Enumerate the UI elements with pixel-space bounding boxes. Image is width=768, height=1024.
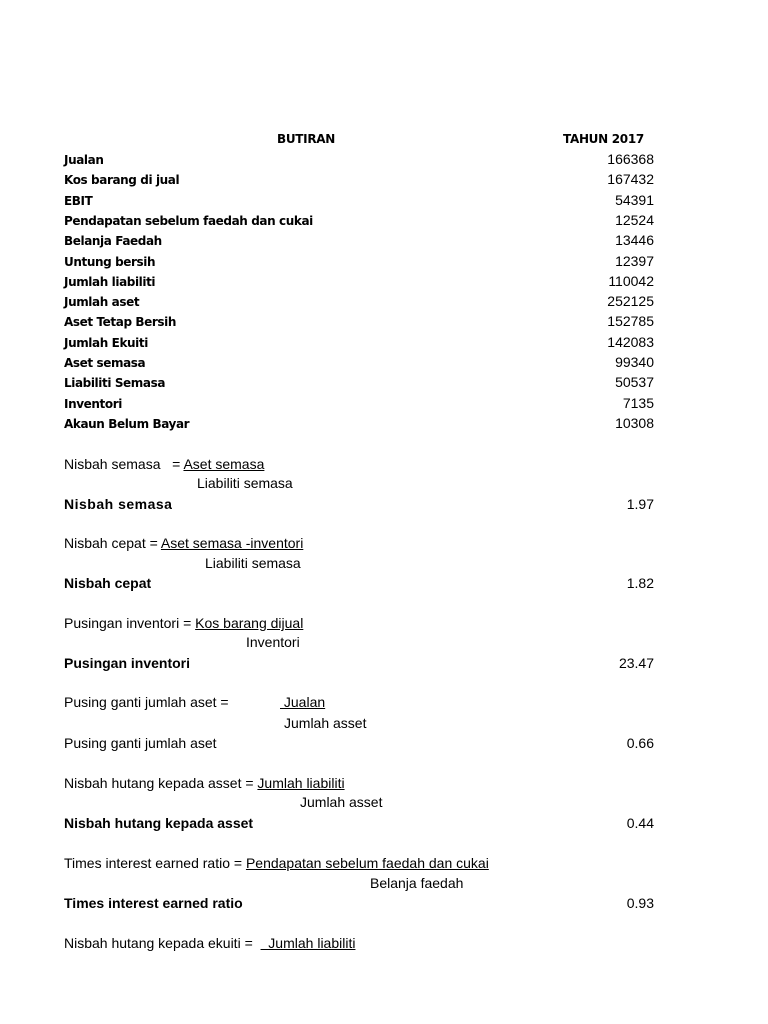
row-label: Jumlah aset — [64, 295, 140, 310]
row-label: Inventori — [64, 396, 122, 411]
table-row — [0, 170, 768, 190]
asset-turnover-value: 0.66 — [626, 735, 654, 751]
debt-to-equity-formula — [64, 935, 355, 951]
row-value: 252125 — [607, 293, 654, 310]
row-value: 166368 — [607, 151, 654, 167]
row-value: 142083 — [607, 333, 654, 350]
row-label: Jualan — [64, 153, 104, 167]
debt-to-asset-label: Nisbah hutang kepada asset — [64, 815, 254, 831]
formula-numerator: Jumlah liabiliti — [257, 775, 345, 791]
row-value: 12524 — [615, 211, 654, 228]
debt-to-asset-value: 0.44 — [626, 815, 654, 831]
row-label: Jumlah liabiliti — [64, 274, 156, 289]
asset-turnover-numerator: Jualan — [280, 694, 326, 710]
table-row — [0, 394, 768, 414]
debt-to-asset-formula — [64, 775, 345, 791]
formula-prefix: Nisbah semasa = — [64, 456, 184, 472]
table-row — [0, 252, 768, 272]
asset-turnover-denominator: Jumlah asset — [284, 715, 367, 731]
table-row — [0, 272, 768, 292]
inventory-turnover-denominator: Inventori — [246, 634, 300, 650]
row-value: 54391 — [615, 191, 654, 208]
row-value: 10308 — [615, 414, 654, 431]
row-value: 12397 — [615, 252, 654, 269]
times-interest-formula — [64, 855, 489, 871]
table-row — [0, 373, 768, 393]
formula-prefix: Nisbah cepat = — [64, 535, 161, 551]
row-label: Pendapatan sebelum faedah dan cukai — [64, 213, 313, 228]
formula-numerator: Aset semasa — [183, 456, 265, 472]
quick-ratio-formula — [64, 535, 303, 551]
row-label: Untung bersih — [64, 254, 156, 269]
inventory-turnover-value: 23.47 — [618, 655, 654, 671]
row-label: EBIT — [64, 193, 93, 208]
debt-to-asset-denominator: Jumlah asset — [300, 794, 383, 810]
row-label: Aset Tetap Bersih — [64, 315, 177, 330]
table-row — [0, 414, 768, 434]
row-label: Akaun Belum Bayar — [64, 416, 190, 431]
table-row — [0, 231, 768, 251]
quick-ratio-label: Nisbah cepat — [64, 575, 152, 591]
quick-ratio-denominator: Liabiliti semasa — [205, 555, 301, 571]
table-row — [0, 292, 768, 312]
formula-prefix: Times interest earned ratio = — [64, 855, 246, 871]
row-label: Aset semasa — [64, 356, 146, 370]
formula-prefix: Nisbah hutang kepada asset = — [64, 775, 258, 791]
table-row — [0, 211, 768, 231]
asset-turnover-label: Pusing ganti jumlah aset — [64, 735, 217, 751]
current-ratio-label: Nisbah semasa — [64, 496, 173, 512]
header-butiran: BUTIRAN — [277, 132, 336, 146]
table-row — [0, 191, 768, 211]
table-row — [0, 150, 768, 170]
times-interest-label: Times interest earned ratio — [64, 895, 243, 911]
asset-turnover-formula-prefix: Pusing ganti jumlah aset = — [64, 694, 229, 710]
row-value: 152785 — [607, 313, 654, 330]
table-row — [0, 353, 768, 373]
header-tahun: TAHUN 2017 — [563, 132, 644, 146]
table-row — [0, 333, 768, 353]
current-ratio-value: 1.97 — [626, 496, 654, 512]
row-value: 7135 — [622, 394, 654, 411]
current-ratio-denominator: Liabiliti semasa — [197, 475, 293, 491]
row-label: Jumlah Ekuiti — [64, 335, 148, 350]
times-interest-value: 0.93 — [626, 895, 654, 911]
formula-numerator: Aset semasa -inventori — [160, 535, 304, 551]
inventory-turnover-formula — [64, 615, 303, 631]
row-value: 167432 — [607, 171, 654, 188]
formula-numerator: Pendapatan sebelum faedah dan cukai — [245, 855, 489, 871]
formula-prefix: Pusingan inventori = — [64, 615, 196, 631]
formula-prefix: Nisbah hutang kepada ekuiti = — [64, 935, 261, 951]
times-interest-denominator: Belanja faedah — [370, 875, 464, 891]
formula-numerator: Jumlah liabiliti — [260, 935, 356, 951]
inventory-turnover-label: Pusingan inventori — [64, 655, 191, 671]
row-value: 13446 — [615, 232, 654, 249]
row-value: 110042 — [608, 272, 654, 289]
formula-numerator: Kos barang dijual — [195, 615, 304, 631]
row-value: 99340 — [615, 354, 654, 370]
row-label: Kos barang di jual — [64, 173, 180, 188]
table-row — [0, 312, 768, 332]
current-ratio-formula — [64, 456, 264, 472]
row-value: 50537 — [615, 374, 654, 391]
row-label: Liabiliti Semasa — [64, 376, 166, 391]
quick-ratio-value: 1.82 — [626, 575, 654, 591]
row-label: Belanja Faedah — [64, 234, 162, 249]
